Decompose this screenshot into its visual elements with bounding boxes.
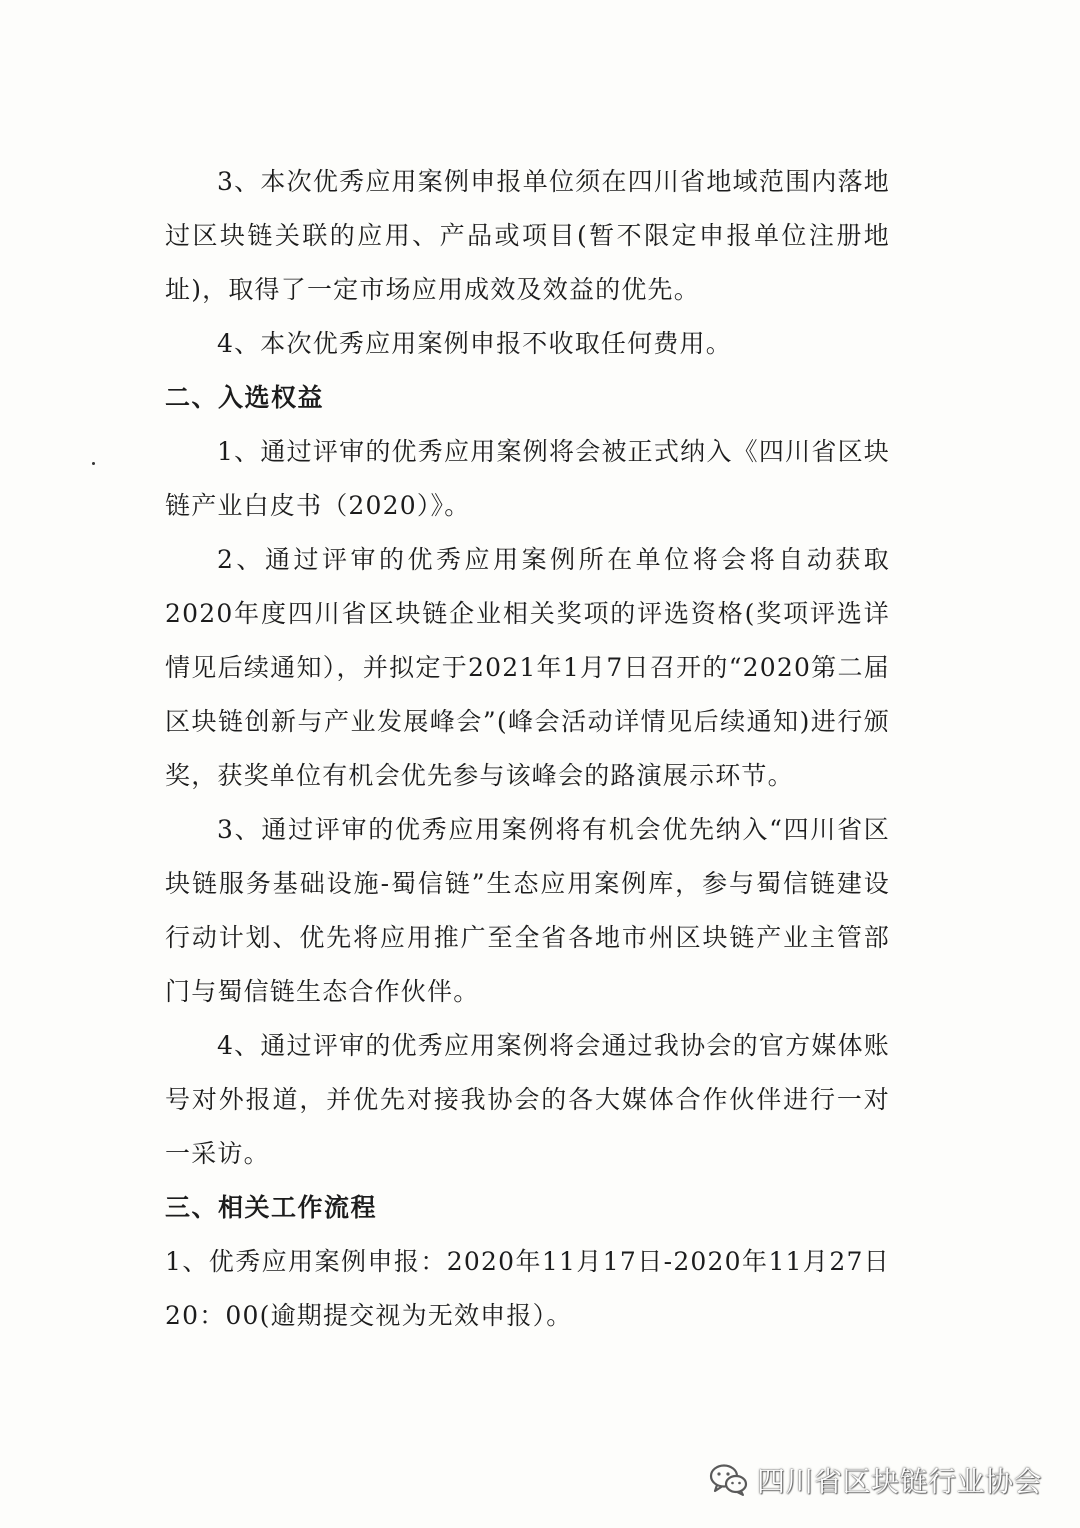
paragraph-benefit-1: 1、通过评审的优秀应用案例将会被正式纳入《四川省区块链产业白皮书（2020）》。 (165, 437, 890, 520)
section-heading-workflow: 三、相关工作流程 (165, 1193, 378, 1222)
paragraph-3-applicant-scope: 3、本次优秀应用案例申报单位须在四川省地域范围内落地过区块链关联的应用、产品或项目(暂不限定申报单位注册地址)，取得了一定市场应用成效及效益的优先。 (165, 167, 890, 304)
wechat-icon (709, 1463, 749, 1497)
paragraph-workflow-1: 1、优秀应用案例申报：2020年11月17日-2020年11月27日20：00(逾期提交视为无效申报）。 (165, 1247, 890, 1330)
section-heading-benefits: 二、入选权益 (165, 383, 325, 412)
paragraph-benefit-4: 4、通过评审的优秀应用案例将会通过我协会的官方媒体账号对外报道，并优先对接我协会的各大媒体合作伙伴进行一对一采访。 (165, 1031, 890, 1168)
paragraph-benefit-3: 3、通过评审的优秀应用案例将有机会优先纳入“四川省区块链服务基础设施-蜀信链”生态应用案例库，参与蜀信链建设行动计划、优先将应用推广至全省各地市州区块链产业主管部门与蜀信链生态合作伙伴。 (165, 815, 890, 1006)
scan-speck (92, 462, 95, 465)
wechat-watermark (709, 1460, 1042, 1500)
watermark-text: 四川省区块链行业协会 (756, 1465, 1042, 1498)
paragraph-benefit-2: 2、通过评审的优秀应用案例所在单位将会将自动获取2020年度四川省区块链企业相关奖项的评选资格(奖项评选详情见后续通知），并拟定于2021年1月7日召开的“2020第二届区块链创新与产业发展峰会”(峰会活动详情见后续通知)进行颁奖，获奖单位有机会优先参与该峰会的路演展示环节。 (165, 545, 890, 790)
paragraph-4-no-fee: 4、本次优秀应用案例申报不收取任何费用。 (217, 329, 732, 358)
document-body (165, 155, 890, 1343)
